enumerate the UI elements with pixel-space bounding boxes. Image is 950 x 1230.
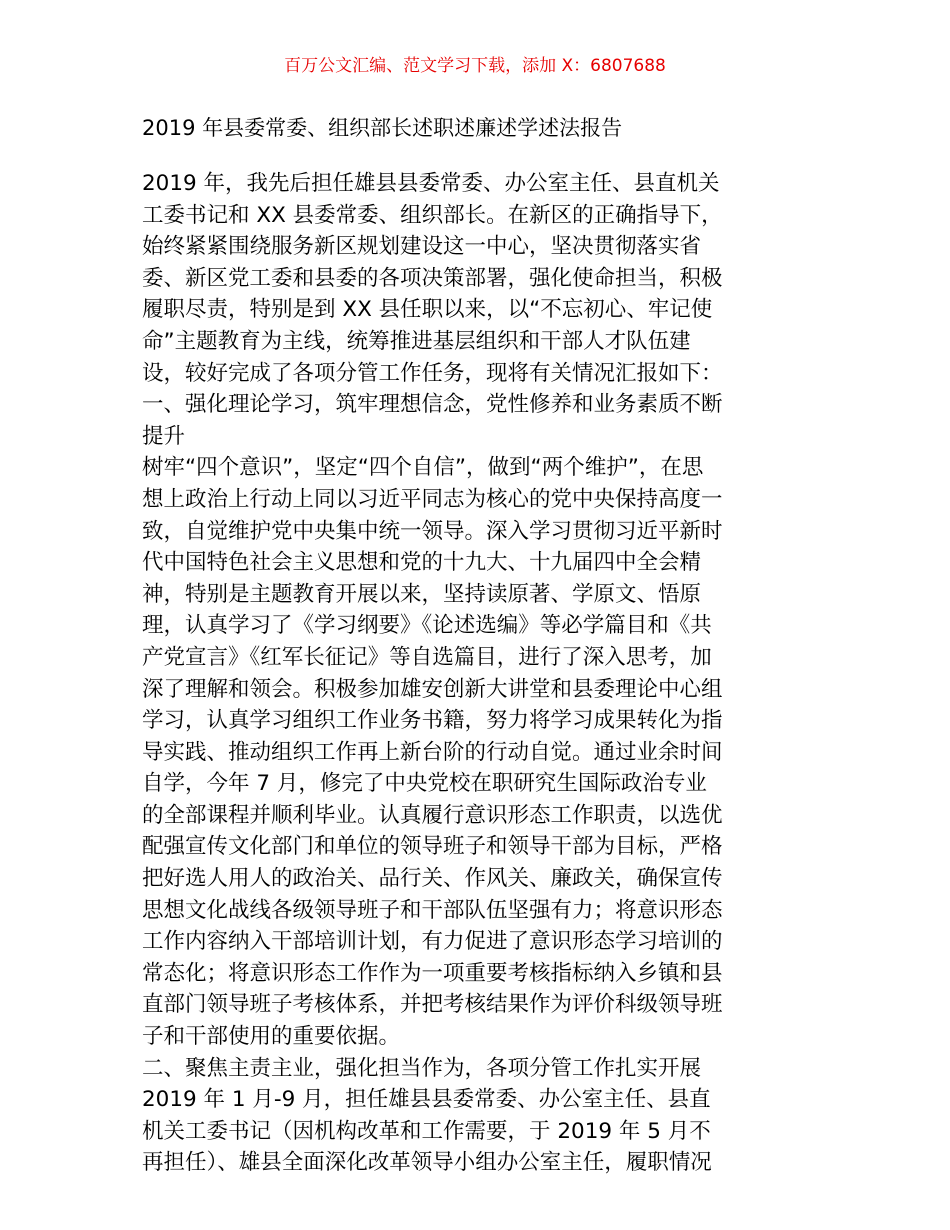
text-line: 自学，今年 7 月，修完了中央党校在职研究生国际政治专业 [142,771,707,797]
text-line: 神，特别是主题教育开展以来，坚持读原著、学原文、悟原 [142,581,702,607]
text-line: 产党宣言》《红军长征记》等自选篇目，进行了深入思考，加 [142,644,712,670]
text-line: 理，认真学习了《学习纲要》《论述选编》等必学篇目和《共 [142,613,712,639]
text-line: 二、聚焦主责主业，强化担当作为，各项分管工作扎实开展 [142,1055,702,1081]
text-line: 工委书记和 XX 县委常委、组织部长。在新区的正确指导下， [142,202,723,228]
text-line: 致，自觉维护党中央集中统一领导。深入学习贯彻习近平新时 [142,518,723,544]
document-body [142,168,822,1179]
download-notice-header: 百万公文汇编、范文学习下载，添加 X：6807688 [284,56,666,76]
text-line: 代中国特色社会主义思想和党的十九大、十九届四中全会精 [142,550,702,576]
text-line: 始终紧紧围绕服务新区规划建设这一中心，坚决贯彻落实省 [142,234,702,260]
document-title: 2019 年县委常委、组织部长述职述廉述学述法报告 [142,116,623,140]
text-line: 设，较好完成了各项分管工作任务，现将有关情况汇报如下： [142,360,723,386]
text-line: 思想文化战线各级领导班子和干部队伍坚强有力；将意识形态 [142,897,723,923]
text-line: 常态化；将意识形态工作作为一项重要考核指标纳入乡镇和县 [142,960,723,986]
text-line: 树牢“四个意识”，坚定“四个自信”，做到“两个维护”，在思 [142,455,704,481]
text-line: 履职尽责，特别是到 XX 县任职以来，以“不忘初心、牢记使 [142,297,713,323]
text-line: 导实践、推动组织工作再上新台阶的行动自觉。通过业余时间 [142,739,723,765]
text-line: 委、新区党工委和县委的各项决策部署，强化使命担当，积极 [142,265,723,291]
text-line: 直部门领导班子考核体系，并把考核结果作为评价科级领导班 [142,992,723,1018]
text-line: 提升 [142,423,186,449]
text-line: 深了理解和领会。积极参加雄安创新大讲堂和县委理论中心组 [142,676,723,702]
text-line: 一、强化理论学习，筑牢理想信念，党性修养和业务素质不断 [142,392,723,418]
text-line: 机关工委书记（因机构改革和工作需要，于 2019 年 5 月不 [142,1118,711,1144]
text-line: 想上政治上行动上同以习近平同志为核心的党中央保持高度一 [142,486,723,512]
text-line: 再担任）、雄县全面深化改革领导小组办公室主任，履职情况 [142,1150,712,1176]
text-line: 2019 年 1 月-9 月，担任雄县县委常委、办公室主任、县直 [142,1087,711,1113]
text-line: 的全部课程并顺利毕业。认真履行意识形态工作职责，以选优 [142,802,723,828]
text-line: 把好选人用人的政治关、品行关、作风关、廉政关，确保宣传 [142,866,723,892]
text-line: 2019 年，我先后担任雄县县委常委、办公室主任、县直机关 [142,171,720,196]
text-line: 配强宣传文化部门和单位的领导班子和领导干部为目标，严格 [142,834,723,860]
text-line: 子和干部使用的重要依据。 [142,1024,401,1050]
text-line: 命”主题教育为主线，统筹推进基层组织和干部人才队伍建 [142,328,691,354]
text-line: 学习，认真学习组织工作业务书籍，努力将学习成果转化为指 [142,708,723,734]
text-line: 工作内容纳入干部培训计划，有力促进了意识形态学习培训的 [142,929,723,955]
